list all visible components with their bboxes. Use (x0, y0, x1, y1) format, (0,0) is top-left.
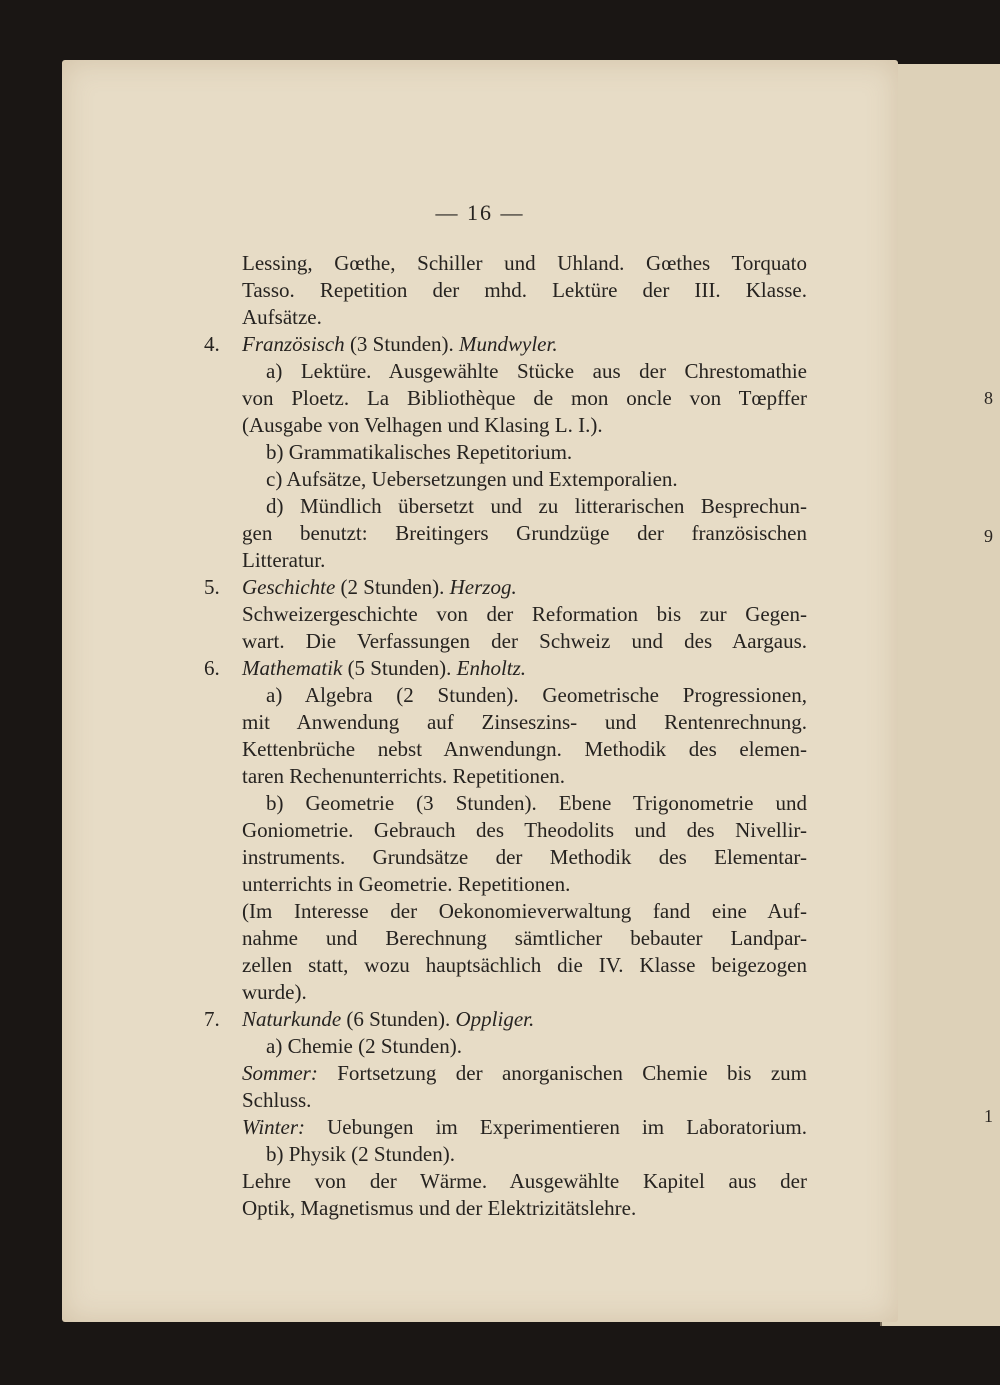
page-number: — 16 — (435, 200, 525, 225)
text-line: (Im Interesse der Oekonomieverwaltung fand eine Auf- (242, 899, 807, 923)
section-number: 6. (204, 656, 220, 680)
edge-mark: 1 (984, 1106, 993, 1126)
section-number: 5. (204, 575, 220, 599)
section-mathematik (204, 655, 807, 682)
text-line: a) Chemie (2 Stunden). (266, 1034, 462, 1058)
season-label: Winter: (242, 1115, 305, 1139)
section-hours: (5 Stunden). (347, 656, 452, 680)
section-subject: Französisch (242, 332, 345, 356)
text-line: taren Rechenunterrichts. Repetitionen. (242, 764, 566, 788)
season-label: Sommer: (242, 1061, 318, 1085)
text-line: d) Mündlich übersetzt und zu litterarischen Besprechun- (266, 494, 807, 518)
text-line: wurde). (242, 980, 307, 1004)
text-line: Kettenbrüche nebst Anwendungn. Methodik des elemen- (242, 737, 807, 761)
text-line: wart. Die Verfassungen der Schweiz und des Aargaus. (242, 629, 807, 653)
text-line: b) Physik (2 Stunden). (266, 1142, 455, 1166)
text-line: c) Aufsätze, Uebersetzungen und Extemporalien. (266, 467, 678, 491)
text-line: b) Geometrie (3 Stunden). Ebene Trigonometrie und (266, 791, 807, 815)
text-line: Optik, Magnetismus und der Elektrizitätslehre. (242, 1196, 637, 1220)
section-hours: (2 Stunden). (340, 575, 445, 599)
text-line: Fortsetzung der anorganischen Chemie bis zum (337, 1061, 807, 1085)
next-page-edge (880, 64, 1000, 1326)
section-hours: (3 Stunden). (349, 332, 454, 356)
text-line: Tasso. Repetition der mhd. Lektüre der III. Klasse. (242, 278, 807, 302)
text-line: nahme und Berechnung sämtlicher bebauter Landpar- (242, 926, 807, 950)
text-line: Goniometrie. Gebrauch des Theodolits und des Nivellir- (242, 818, 807, 842)
document-page (62, 60, 898, 1322)
section-hours: (6 Stunden). (346, 1007, 451, 1031)
text-line: Lehre von der Wärme. Ausgewählte Kapitel aus der (242, 1169, 807, 1193)
text-line: b) Grammatikalisches Repetitorium. (266, 440, 573, 464)
text-line: gen benutzt: Breitingers Grundzüge der französischen (242, 521, 807, 545)
section-teacher: Oppliger. (455, 1007, 535, 1031)
text-line: Litteratur. (242, 548, 326, 572)
text-line: Schluss. (242, 1088, 312, 1112)
text-line: Uebungen im Experimentieren im Laboratorium. (327, 1115, 807, 1139)
text-line: Aufsätze. (242, 305, 322, 329)
text-line: zellen statt, wozu hauptsächlich die IV. Klasse beigezogen (242, 953, 807, 977)
section-teacher: Mundwyler. (459, 332, 558, 356)
section-subject: Mathematik (242, 656, 343, 680)
section-subject: Geschichte (242, 575, 336, 599)
text-line: (Ausgabe von Velhagen und Klasing L. I.). (242, 413, 603, 437)
text-line: unterrichts in Geometrie. Repetitionen. (242, 872, 571, 896)
section-teacher: Herzog. (449, 575, 517, 599)
edge-mark: 8 (984, 388, 993, 408)
page-content (204, 250, 807, 1222)
section-teacher: Enholtz. (456, 656, 527, 680)
section-subject: Naturkunde (242, 1007, 342, 1031)
text-line: a) Lektüre. Ausgewählte Stücke aus der Chrestomathie (266, 359, 807, 383)
section-naturkunde (204, 1006, 807, 1033)
section-franzoesisch (204, 331, 807, 358)
text-line: Schweizergeschichte von der Reformation bis zur Gegen- (242, 602, 807, 626)
edge-mark: 9 (984, 526, 993, 546)
text-line: mit Anwendung auf Zinseszins- und Rentenrechnung. (242, 710, 807, 734)
text-line: Lessing, Gœthe, Schiller und Uhland. Gœthes Torquato (242, 251, 807, 275)
section-number: 4. (204, 332, 220, 356)
text-line: von Ploetz. La Bibliothèque de mon oncle von Tœpffer (242, 386, 807, 410)
section-number: 7. (204, 1007, 220, 1031)
text-line: a) Algebra (2 Stunden). Geometrische Progressionen, (266, 683, 807, 707)
text-line: instruments. Grundsätze der Methodik des Elementar- (242, 845, 807, 869)
section-geschichte (204, 574, 807, 601)
